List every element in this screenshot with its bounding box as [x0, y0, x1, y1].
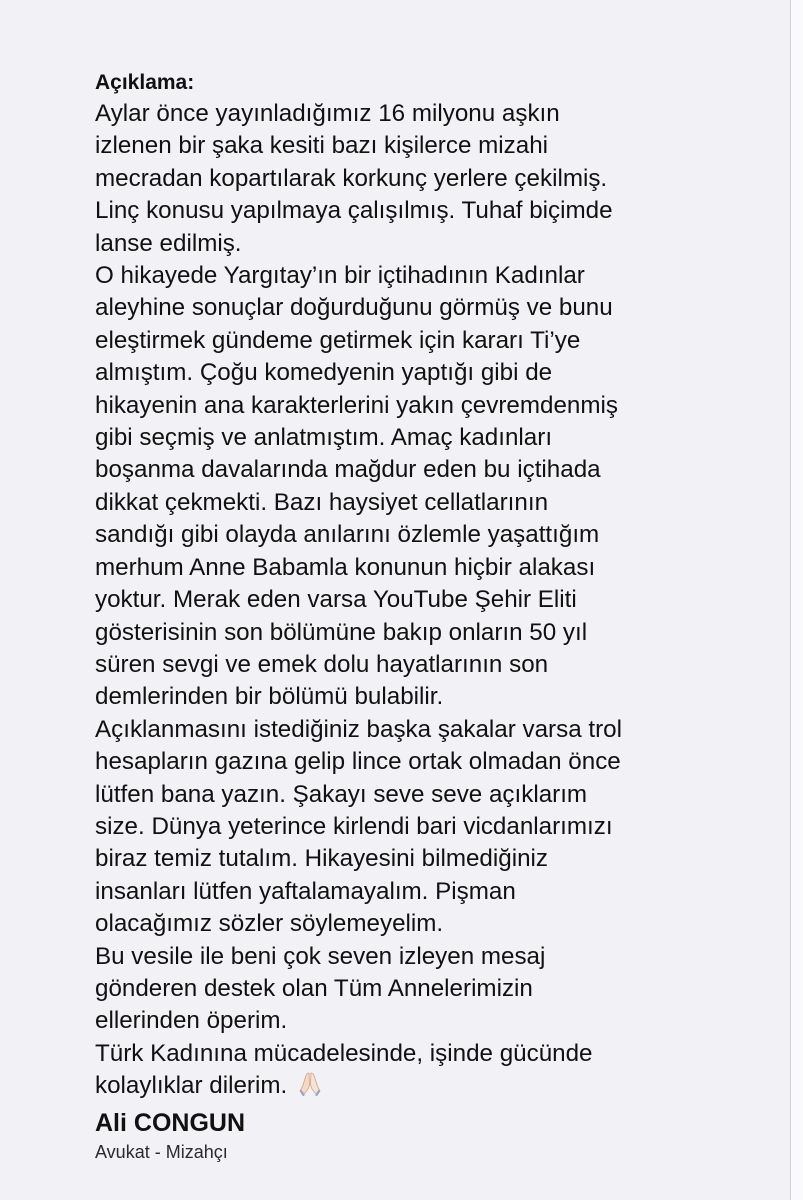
statement-line: Açıklanmasını istediğiniz başka şakalar varsa trol: [95, 715, 622, 743]
statement-line: lütfen bana yazın. Şakayı seve seve açıklarım: [95, 780, 588, 808]
statement-line: Bu vesile ile beni çok seven izleyen mesaj: [95, 942, 546, 970]
statement-line: gibi seçmiş ve anlatmıştım. Amaç kadınları: [95, 424, 553, 452]
statement-line: almıştım. Çoğu komedyenin yaptığı gibi de: [95, 359, 553, 387]
signature-role: Avukat - Mizahçı: [95, 1141, 228, 1162]
statement-last-line: [95, 1070, 785, 1106]
statement-line: yoktur. Merak eden varsa YouTube Şehir Eliti: [95, 586, 577, 614]
statement-line: biraz temiz tutalım. Hikayesini bilmediğiniz: [95, 845, 548, 873]
statement-title: Açıklama:: [95, 71, 195, 94]
statement-note: [95, 68, 785, 1165]
signature-name: Ali CONGUN: [95, 1108, 245, 1137]
statement-line: sandığı gibi olayda anılarını özlemle yaşattığım: [95, 521, 600, 549]
statement-line: Aylar önce yayınladığımız 16 milyonu aşkın: [95, 100, 560, 127]
statement-line: hikayenin ana karakterlerini yakın çevremdenmiş: [95, 391, 618, 419]
statement-line: Türk Kadınına mücadelesinde, işinde gücünde: [95, 1039, 593, 1067]
folded-hands-icon: [298, 1071, 322, 1106]
statement-last-line-text: kolaylıklar dilerim.: [95, 1072, 288, 1100]
statement-line: ellerinden öperim.: [95, 1007, 288, 1035]
statement-line: boşanma davalarında mağdur eden bu içtihada: [95, 456, 601, 484]
statement-line: mecradan kopartılarak korkunç yerlere çekilmiş.: [95, 164, 608, 192]
statement-line: aleyhine sonuçlar doğurduğunu görmüş ve bunu: [95, 294, 613, 322]
statement-line: O hikayede Yargıtay’ın bir içtihadının Kadınlar: [95, 262, 585, 290]
statement-line: lanse edilmiş.: [95, 229, 242, 257]
statement-line: dikkat çekmekti. Bazı haysiyet cellatlarının: [95, 488, 549, 516]
right-edge-strip: [791, 0, 803, 1200]
statement-line: eleştirmek gündeme getirmek için kararı Ti’ye: [95, 326, 581, 354]
statement-line: olacağımız sözler söylemeyelim.: [95, 910, 444, 938]
statement-line: gösterisinin son bölümüne bakıp onların 50 yıl: [95, 618, 588, 646]
statement-line: size. Dünya yeterince kirlendi bari vicdanlarımızı: [95, 812, 613, 840]
statement-line: merhum Anne Babamla konunun hiçbir alakası: [95, 553, 596, 581]
statement-line: demlerinden bir bölümü bulabilir.: [95, 683, 444, 711]
statement-line: süren sevgi ve emek dolu hayatlarının son: [95, 650, 549, 678]
statement-line: hesapların gazına gelip lince ortak olmadan önce: [95, 748, 621, 776]
statement-line: Linç konusu yapılmaya çalışılmış. Tuhaf biçimde: [95, 197, 613, 225]
statement-line: izlenen bir şaka kesiti bazı kişilerce mizahi: [95, 132, 549, 160]
statement-line: insanları lütfen yaftalamayalım. Pişman: [95, 877, 516, 905]
statement-line: gönderen destek olan Tüm Annelerimizin: [95, 974, 533, 1002]
